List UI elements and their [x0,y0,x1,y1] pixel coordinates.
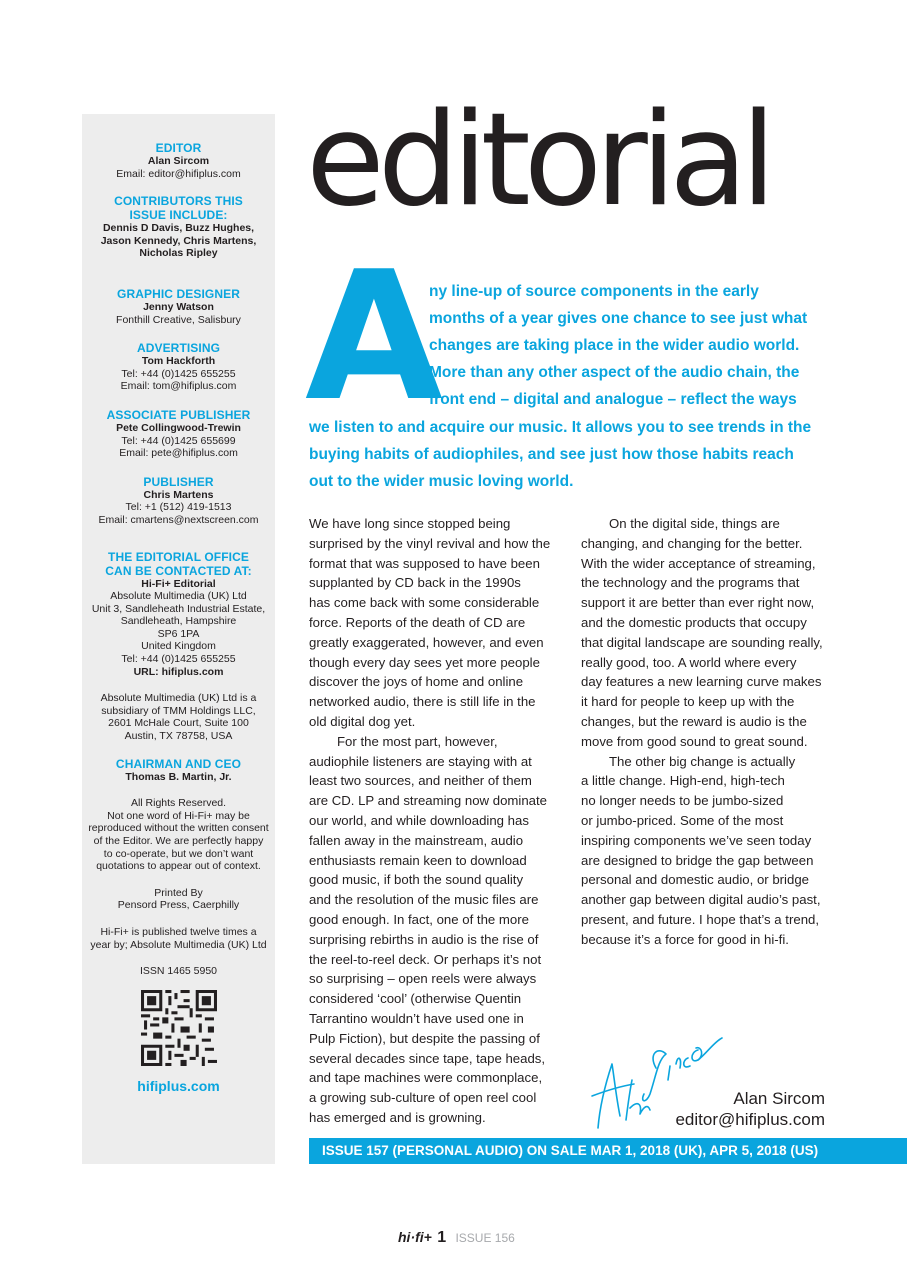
advertising-heading: ADVERTISING [136,341,221,356]
body-line: though every day sees yet more people [309,654,540,670]
designer-section [88,287,269,326]
body-line: day features a new learning curve makes [581,674,822,690]
issue-banner: ISSUE 157 (PERSONAL AUDIO) ON SALE MAR 1, 2018 (UK), APR 5, 2018 (US) [309,1138,907,1164]
body-line: several decades since tape, tape heads, [309,1050,546,1066]
body-line: really good, too. A world where every [581,654,797,670]
contributor-line: Jason Kennedy, Chris Martens, [100,234,257,247]
body-line: personal and domestic audio, or bridge [581,872,809,888]
office-line: Absolute Multimedia (UK) Ltd [110,590,247,603]
body-line: no longer needs to be jumbo-sized [581,793,784,809]
publisher-tel: Tel: +1 (512) 419-1513 [125,501,232,514]
printed-section [88,887,269,912]
body-line: fallen away in the mainstream, audio [309,832,524,848]
body-paragraph [309,732,559,1128]
body-line: For the most part, however, [337,733,498,749]
body-line: and the domestic products that occupy [581,614,807,630]
body-line: it hard for people to keep up with the [581,694,795,710]
intro-line: ny line-up of source components in the early [429,283,759,300]
advertising-name: Tom Hackforth [141,355,216,368]
associate-publisher-tel: Tel: +44 (0)1425 655699 [121,434,236,447]
office-line: Sandleheath, Hampshire [120,615,237,628]
body-line: good enough. In fact, one of the more [309,911,529,927]
intro-line: we listen to and acquire our music. It allows you to see trends in the [309,419,812,436]
body-paragraph [581,752,831,950]
body-line: Tarrantino wouldn’t have used one in [309,1010,524,1026]
publisher-name: Chris Martens [143,488,214,501]
office-url: URL: hifiplus.com [133,665,224,678]
body-line: a little change. High-end, high-tech [581,773,785,789]
subsidiary-section [88,692,269,742]
body-line: greatly exaggerated, however, and even [309,634,544,650]
body-line: move from good sound to great sound. [581,733,808,749]
body-line: old digital dog yet. [309,713,416,729]
rights-line: to co-operate, but we don’t want [103,847,254,860]
chairman-name: Thomas B. Martin, Jr. [125,770,232,783]
subsidiary-line: 2601 McHale Court, Suite 100 [108,717,249,730]
office-line: Tel: +44 (0)1425 655255 [121,653,236,666]
body-line: Pulp Fiction), but despite the passing of [309,1030,540,1046]
body-line: because it’s a force for good in hi-fi. [581,931,789,947]
intro-line: changes are taking place in the wider audio world. [429,337,800,354]
contributors-heading-2: ISSUE INCLUDE: [129,208,228,223]
page-title: editorial [306,86,770,235]
body-line: support it are better than ever right now, [581,595,815,611]
page-footer [398,1228,515,1247]
publisher-email: Email: cmartens@nextscreen.com [98,513,259,526]
body-line: the technology and the programs that [581,575,800,591]
body-line: audiophile listeners are staying with at [309,753,532,769]
body-line: are CD. LP and streaming now dominate [309,793,547,809]
signoff-email[interactable]: editor@hifiplus.com [675,1110,825,1129]
rights-line: reproduced without the written consent [88,822,269,835]
published-line: Hi-Fi+ is published twelve times a [100,925,257,938]
contributors-section [88,194,269,260]
publisher-section [88,475,269,527]
body-line: has come back with some considerable [309,595,540,611]
subsidiary-line: subsidiary of TMM Holdings LLC, [101,704,256,717]
body-line: force. Reports of the death of CD are [309,614,526,630]
office-line: Unit 3, Sandleheath Industrial Estate, [91,602,266,615]
body-line: or jumbo-priced. Some of the most [581,812,784,828]
associate-publisher-heading: ASSOCIATE PUBLISHER [106,407,251,422]
body-line: another gap between digital audio’s past, [581,892,821,908]
printed-line: Printed By [154,886,203,899]
editor-heading: EDITOR [155,141,202,155]
body-line: With the wider acceptance of streaming, [581,555,816,571]
publisher-heading: PUBLISHER [143,474,214,489]
issue-label: ISSUE 156 [455,1231,515,1245]
advertising-section [88,341,269,393]
body-paragraph [581,514,831,752]
body-line: The other big change is actually [609,753,796,769]
body-line: that digital landscape are sounding really, [581,634,823,650]
intro-line: front end – digital and analogue – reflect the ways [429,391,797,408]
qr-code-icon[interactable] [141,990,217,1066]
associate-publisher-section [88,408,269,460]
advertising-tel: Tel: +44 (0)1425 655255 [121,367,236,380]
body-line: networked audio, there is still life in the [309,694,536,710]
published-line: year by; Absolute Multimedia (UK) Ltd [90,938,267,951]
body-column-1 [309,514,559,1128]
signoff-name: Alan Sircom [733,1089,825,1108]
office-name: Hi-Fi+ Editorial [141,577,216,590]
signoff [675,1088,825,1130]
editor-section [88,141,269,180]
body-line: and tape machines were commonplace, [309,1070,543,1086]
office-line: United Kingdom [141,640,216,653]
body-paragraph [309,514,559,732]
advertising-email: Email: tom@hifiplus.com [120,380,237,393]
body-line: discover the joys of home and online [309,674,524,690]
rights-section [88,797,269,873]
body-line: a growing sub-culture of open reel cool [309,1090,537,1106]
body-line: surprising rebirths in audio is the rise of [309,931,539,947]
office-heading-2: CAN BE CONTACTED AT: [105,563,252,578]
editor-email: Email: editor@hifiplus.com [116,167,241,180]
body-line: changing, and changing for the better. [581,535,803,551]
body-line: our world, and while downloading has [309,812,529,828]
body-line: supplanted by CD back in the 1990s [309,575,521,591]
body-line: so surprising – open reels were always [309,971,537,987]
contributor-line: Nicholas Ripley [139,247,218,260]
body-line: changes, but the reward is audio is the [581,713,807,729]
office-heading: THE EDITORIAL OFFICE [108,549,249,564]
body-line: We have long since stopped being [309,516,511,531]
website-link[interactable]: hifiplus.com [137,1077,220,1094]
body-line: On the digital side, things are [609,516,780,531]
body-line: enthusiasts remain keen to download [309,852,527,868]
published-section [88,926,269,951]
subsidiary-line: Austin, TX 78758, USA [124,730,233,743]
intro-line: More than any other aspect of the audio chain, the [429,364,800,381]
masthead-sidebar [82,114,275,1164]
body-line: are designed to bridge the gap between [581,852,814,868]
office-line: SP6 1PA [157,627,200,640]
body-line: least two sources, and neither of them [309,773,532,789]
designer-name: Jenny Watson [143,300,214,313]
page-number: 1 [437,1229,447,1246]
subsidiary-line: Absolute Multimedia (UK) Ltd is a [100,692,257,705]
body-line: good music, if both the sound quality [309,872,524,888]
rights-line: of the Editor. We are perfectly happy [93,835,264,847]
body-line: the reel-to-reel deck. Or perhaps it’s not [309,951,542,967]
intro-line: out to the wider music loving world. [309,473,574,490]
associate-publisher-name: Pete Collingwood-Trewin [116,421,241,434]
printed-line: Pensord Press, Caerphilly [117,899,240,912]
contributor-line: Dennis D Davis, Buzz Hughes, [102,222,255,235]
designer-company: Fonthill Creative, Salisbury [116,313,241,326]
editorial-office-section [88,550,269,679]
hifi-logo: hi·fi+ [398,1229,432,1245]
chairman-heading: CHAIRMAN AND CEO [115,756,242,771]
chairman-section [88,757,269,784]
body-line: present, and future. I hope that’s a trend, [581,911,820,927]
rights-line: All Rights Reserved. [130,797,227,810]
body-line: considered ‘cool’ (otherwise Quentin [309,991,522,1007]
body-line: and the resolution of the music files are [309,892,539,908]
body-column-2 [581,514,831,950]
designer-heading: GRAPHIC DESIGNER [117,286,240,301]
contributors-heading: CONTRIBUTORS THIS [114,194,243,209]
intro-line: buying habits of audiophiles, and see just how those habits reach [309,446,794,463]
intro-line: months of a year gives one chance to see just what [429,310,808,327]
rights-line: quotations to appear out of context. [96,860,261,873]
rights-line: Not one word of Hi-Fi+ may be [107,809,250,822]
body-line: has emerged and is growning. [309,1109,486,1125]
editor-name: Alan Sircom [147,155,210,167]
body-line: format that was supposed to have been [309,555,540,571]
associate-publisher-email: Email: pete@hifiplus.com [119,447,238,460]
body-line: surprised by the vinyl revival and how the [309,535,551,551]
issn: ISSN 1465 5950 [139,965,218,978]
drop-cap: A [305,233,443,440]
body-line: inspiring components we’ve seen today [581,832,812,848]
